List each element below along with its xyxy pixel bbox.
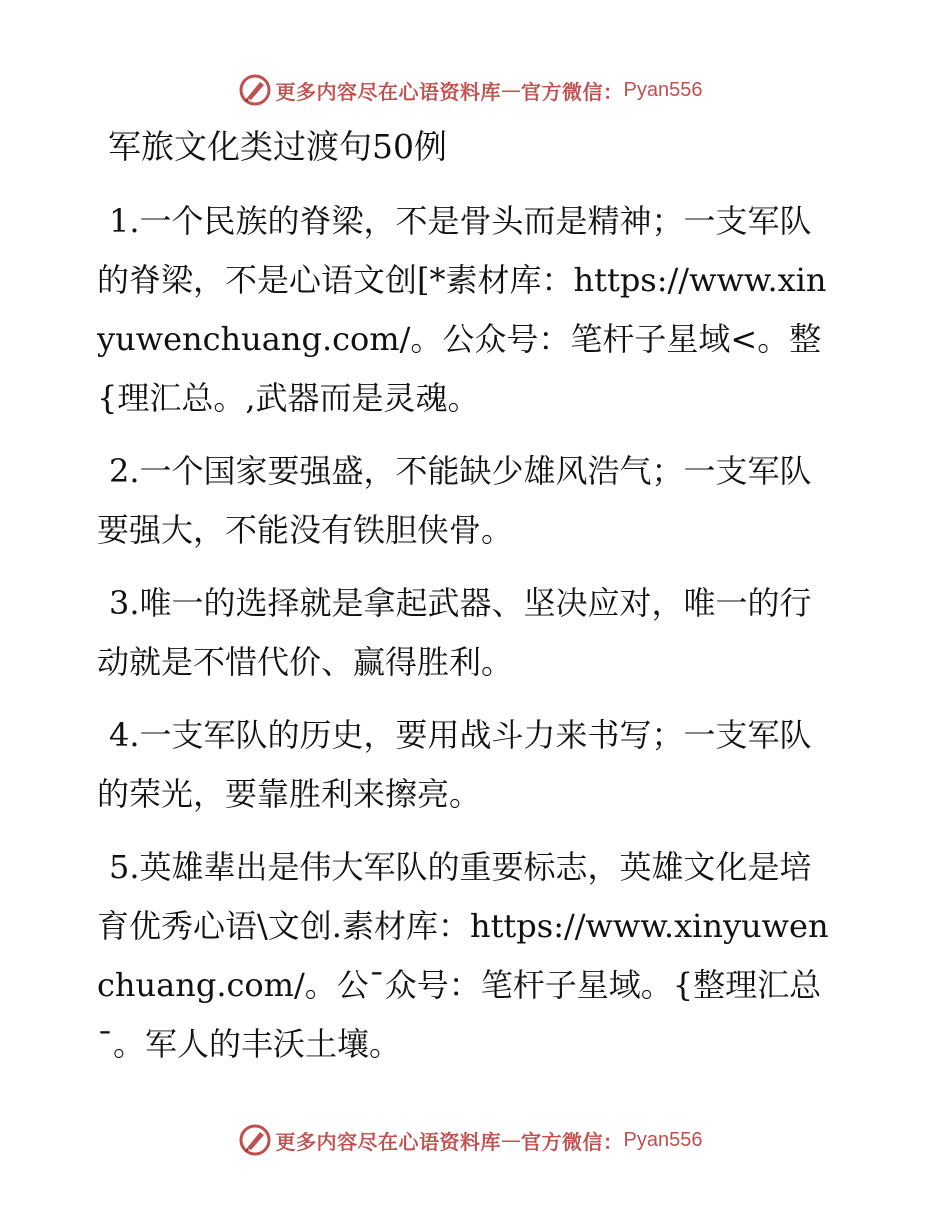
watermark-wechat-id: Pyan556: [623, 78, 703, 101]
paragraph-3: 3.唯一的选择就是拿起武器、坚决应对，唯一的行动就是不惜代价、赢得胜利。: [97, 584, 812, 681]
header-watermark: [0, 70, 950, 110]
watermark-wechat-label: 官方微信：: [521, 1129, 624, 1154]
feather-pen-logo-icon: [238, 1123, 272, 1157]
watermark-wechat-id: Pyan556: [623, 1128, 703, 1151]
watermark-main-text: 更多内容尽在心语资料库: [275, 1129, 502, 1154]
watermark-separator: —: [501, 78, 522, 102]
watermark-wechat-label: 官方微信：: [521, 79, 624, 104]
footer-watermark: [0, 1120, 950, 1160]
document-body: [97, 192, 832, 1088]
watermark-main-text: 更多内容尽在心语资料库: [275, 79, 502, 104]
document-title: 军旅文化类过渡句50例: [108, 127, 447, 166]
feather-pen-logo-icon: [238, 73, 272, 107]
paragraph-5: 5.英雄辈出是伟大军队的重要标志，英雄文化是培育优秀心语\文创.素材库：https://www.xinyuwenchuang.com/。公¯众号：笔杆子星域。{整理汇总¯。军人的丰沃土壤。: [97, 848, 829, 1063]
paragraph-2: 2.一个国家要强盛，不能缺少雄风浩气；一支军队要强大，不能没有铁胆侠骨。: [97, 452, 812, 549]
paragraph-4: 4.一支军队的历史，要用战斗力来书写；一支军队的荣光，要靠胜利来擦亮。: [97, 716, 812, 813]
watermark-separator: —: [501, 1128, 522, 1152]
paragraph-1: 1.一个民族的脊梁，不是骨头而是精神；一支军队的脊梁，不是心语文创[*素材库：https://www.xinyuwenchuang.com/。公众号：笔杆子星域<。整{理汇总。,武器而是灵魂。: [97, 202, 827, 417]
